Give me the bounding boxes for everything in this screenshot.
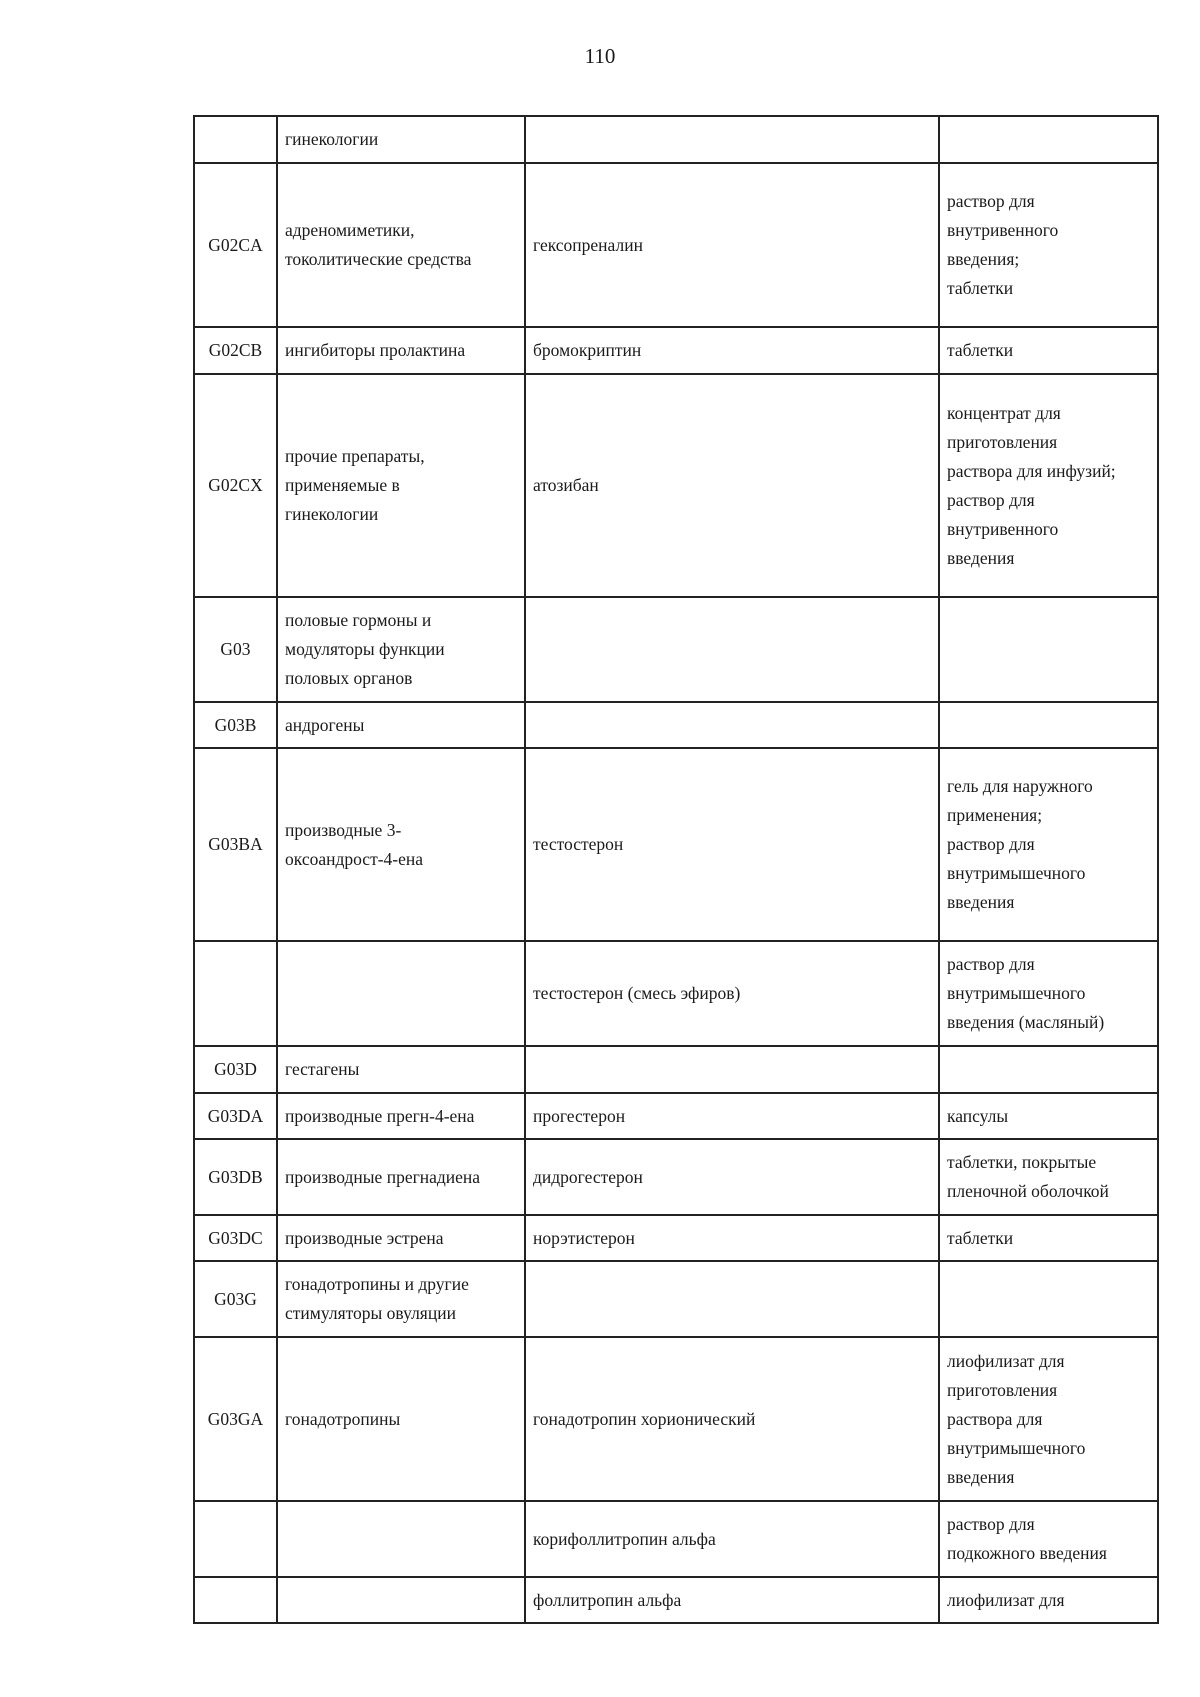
group-cell: производные эстрена: [277, 1215, 525, 1261]
drug-cell: [525, 1261, 939, 1337]
drug-cell: бромокриптин: [525, 327, 939, 374]
atc-code-cell: G02CA: [194, 163, 277, 327]
drug-cell: [525, 702, 939, 748]
form-cell: раствор для внутривенного введения; таблетки: [939, 163, 1158, 327]
table-row: [194, 1501, 1158, 1577]
form-cell: таблетки: [939, 1215, 1158, 1261]
group-cell: гонадотропины и другие стимуляторы овуляции: [277, 1261, 525, 1337]
atc-code-cell: G03D: [194, 1046, 277, 1093]
group-cell: половые гормоны и модуляторы функции половых органов: [277, 597, 525, 702]
drug-cell: тестостерон: [525, 748, 939, 941]
form-cell: капсулы: [939, 1093, 1158, 1139]
atc-code-cell: [194, 941, 277, 1046]
atc-code-cell: [194, 1501, 277, 1577]
drug-cell: дидрогестерон: [525, 1139, 939, 1215]
group-cell: адреномиметики, токолитические средства: [277, 163, 525, 327]
table-row: [194, 1046, 1158, 1093]
atc-code-cell: G03DA: [194, 1093, 277, 1139]
drug-cell: прогестерон: [525, 1093, 939, 1139]
table-row: [194, 1139, 1158, 1215]
table-row: [194, 941, 1158, 1046]
atc-code-cell: [194, 116, 277, 163]
form-cell: [939, 1261, 1158, 1337]
drug-cell: [525, 1046, 939, 1093]
group-cell: производные прегнадиена: [277, 1139, 525, 1215]
table-row: [194, 597, 1158, 702]
form-cell: раствор для подкожного введения: [939, 1501, 1158, 1577]
table-row: [194, 327, 1158, 374]
atc-code-cell: G02CB: [194, 327, 277, 374]
form-cell: таблетки: [939, 327, 1158, 374]
form-cell: концентрат для приготовления раствора для инфузий; раствор для внутривенного введения: [939, 374, 1158, 597]
form-cell: [939, 702, 1158, 748]
drug-cell: фоллитропин альфа: [525, 1577, 939, 1623]
group-cell: [277, 1501, 525, 1577]
table-row: [194, 1215, 1158, 1261]
table-row: [194, 1093, 1158, 1139]
drug-cell: гонадотропин хорионический: [525, 1337, 939, 1501]
group-cell: ингибиторы пролактина: [277, 327, 525, 374]
page-number: 110: [584, 44, 616, 68]
group-cell: производные прегн-4-ена: [277, 1093, 525, 1139]
drug-cell: норэтистерон: [525, 1215, 939, 1261]
atc-code-cell: G02CX: [194, 374, 277, 597]
group-cell: [277, 1577, 525, 1623]
atc-code-cell: [194, 1577, 277, 1623]
atc-code-cell: G03GA: [194, 1337, 277, 1501]
atc-code-cell: G03B: [194, 702, 277, 748]
table-row: [194, 116, 1158, 163]
table-row: [194, 1261, 1158, 1337]
group-cell: производные 3- оксоандрост-4-ена: [277, 748, 525, 941]
group-cell: прочие препараты, применяемые в гинекологии: [277, 374, 525, 597]
form-cell: раствор для внутримышечного введения (масляный): [939, 941, 1158, 1046]
atc-code-cell: G03: [194, 597, 277, 702]
atc-code-cell: G03DC: [194, 1215, 277, 1261]
drug-cell: корифоллитропин альфа: [525, 1501, 939, 1577]
form-cell: [939, 597, 1158, 702]
group-cell: гестагены: [277, 1046, 525, 1093]
group-cell: гонадотропины: [277, 1337, 525, 1501]
table-row: [194, 1577, 1158, 1623]
table-row: [194, 163, 1158, 327]
group-cell: гинекологии: [277, 116, 525, 163]
drug-table: [193, 115, 1159, 1624]
form-cell: лиофилизат для приготовления раствора для внутримышечного введения: [939, 1337, 1158, 1501]
table-row: [194, 1337, 1158, 1501]
group-cell: андрогены: [277, 702, 525, 748]
atc-code-cell: G03BA: [194, 748, 277, 941]
drug-cell: атозибан: [525, 374, 939, 597]
drug-cell: [525, 597, 939, 702]
atc-code-cell: G03G: [194, 1261, 277, 1337]
form-cell: таблетки, покрытые пленочной оболочкой: [939, 1139, 1158, 1215]
table-row: [194, 748, 1158, 941]
drug-cell: [525, 116, 939, 163]
form-cell: гель для наружного применения; раствор для внутримышечного введения: [939, 748, 1158, 941]
group-cell: [277, 941, 525, 1046]
atc-code-cell: G03DB: [194, 1139, 277, 1215]
form-cell: лиофилизат для: [939, 1577, 1158, 1623]
table-row: [194, 702, 1158, 748]
table-row: [194, 374, 1158, 597]
drug-cell: тестостерон (смесь эфиров): [525, 941, 939, 1046]
drug-cell: гексопреналин: [525, 163, 939, 327]
form-cell: [939, 116, 1158, 163]
form-cell: [939, 1046, 1158, 1093]
